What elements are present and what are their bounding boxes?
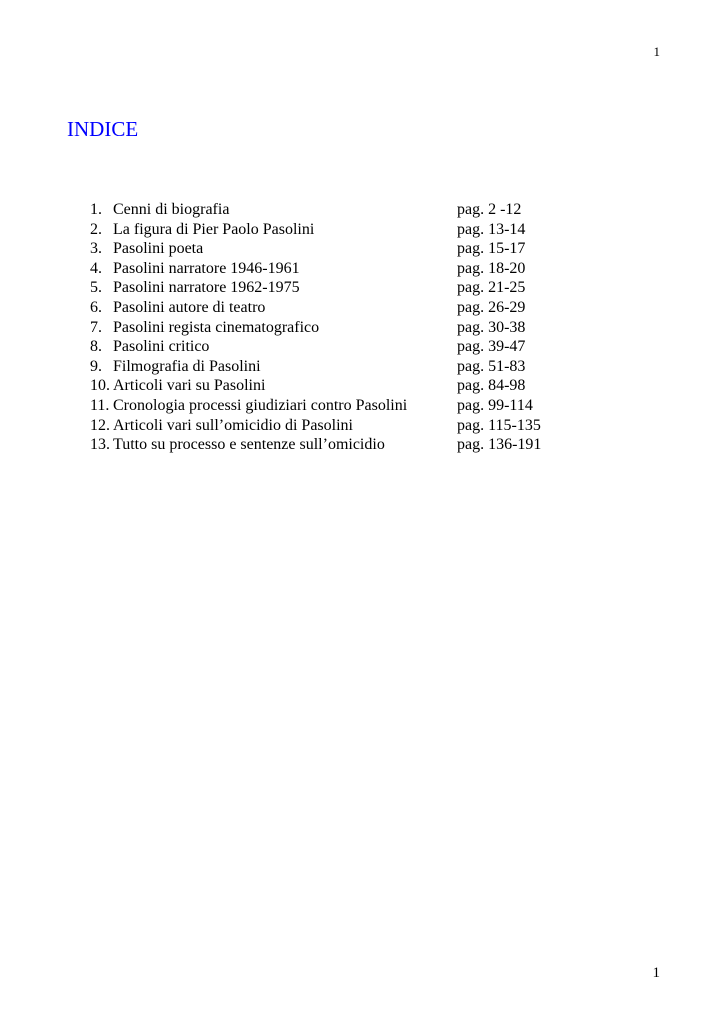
toc-item xyxy=(90,318,541,338)
toc-item-title: Pasolini narratore 1946-1961 xyxy=(113,259,300,277)
toc-item xyxy=(90,435,541,455)
toc-item-title: Tutto su processo e sentenze sull’omicidio xyxy=(113,436,385,454)
page-number-top: 1 xyxy=(653,44,660,59)
toc-item-pages: pag. 21-25 xyxy=(457,279,526,297)
toc-item-number: 6. xyxy=(90,298,102,316)
toc-item-pages: pag. 30-38 xyxy=(457,318,526,336)
toc-item xyxy=(90,396,541,416)
toc-item-pages: pag. 15-17 xyxy=(457,240,526,258)
toc-item-title: Cenni di biografia xyxy=(113,201,230,218)
toc-item-number: 7. xyxy=(90,318,102,336)
toc-item-number: 11. xyxy=(90,396,110,414)
toc-item-pages: pag. 51-83 xyxy=(457,357,526,375)
toc-item xyxy=(90,298,541,318)
toc-item xyxy=(90,239,541,259)
toc-item-title: Pasolini critico xyxy=(113,338,210,356)
toc-item-number: 2. xyxy=(90,220,102,238)
toc-item-pages: pag. 99-114 xyxy=(457,396,533,414)
toc-item xyxy=(90,200,541,220)
toc-item-title: Pasolini autore di teatro xyxy=(113,298,266,316)
toc-item xyxy=(90,337,541,357)
toc-item xyxy=(90,220,541,240)
toc-item-title: Cronologia processi giudiziari contro Pasolini xyxy=(113,396,408,414)
toc-item xyxy=(90,278,541,298)
toc-item-pages: pag. 84-98 xyxy=(457,377,526,395)
toc-item-title: Pasolini regista cinematografico xyxy=(113,318,320,336)
toc-item-number: 8. xyxy=(90,338,102,356)
toc-item-pages: pag. 13-14 xyxy=(457,220,526,238)
page-number-bottom: 1 xyxy=(652,965,660,981)
toc-item-title: Articoli vari su Pasolini xyxy=(113,377,266,395)
toc-item-title: Pasolini narratore 1962-1975 xyxy=(113,279,300,297)
toc-item-pages: pag. 18-20 xyxy=(457,259,526,277)
toc-item-number: 9. xyxy=(90,357,102,375)
toc-item-number: 12. xyxy=(90,416,110,434)
table-of-contents xyxy=(90,200,541,455)
toc-item-pages: pag. 39-47 xyxy=(457,338,526,356)
toc-item-number: 5. xyxy=(90,279,102,297)
toc-item xyxy=(90,259,541,279)
toc-item-title: Pasolini poeta xyxy=(113,240,204,258)
toc-item-number: 4. xyxy=(90,259,102,277)
toc-item xyxy=(90,357,541,377)
toc-item-title: Articoli vari sull’omicidio di Pasolini xyxy=(113,416,353,434)
toc-item-title: Filmografia di Pasolini xyxy=(113,357,261,375)
toc-item-number: 1. xyxy=(90,201,102,218)
toc-item-pages: pag. 26-29 xyxy=(457,298,526,316)
toc-item-pages: pag. 136-191 xyxy=(457,436,542,454)
page-title: INDICE xyxy=(67,117,139,141)
toc-item xyxy=(90,376,541,396)
toc-item xyxy=(90,416,541,436)
toc-item-title: La figura di Pier Paolo Pasolini xyxy=(113,220,315,238)
toc-item-number: 10. xyxy=(90,377,110,395)
toc-item-pages: pag. 2 -12 xyxy=(457,201,522,218)
toc-item-pages: pag. 115-135 xyxy=(457,416,541,434)
toc-item-number: 13. xyxy=(90,436,110,454)
toc-item-number: 3. xyxy=(90,240,102,258)
